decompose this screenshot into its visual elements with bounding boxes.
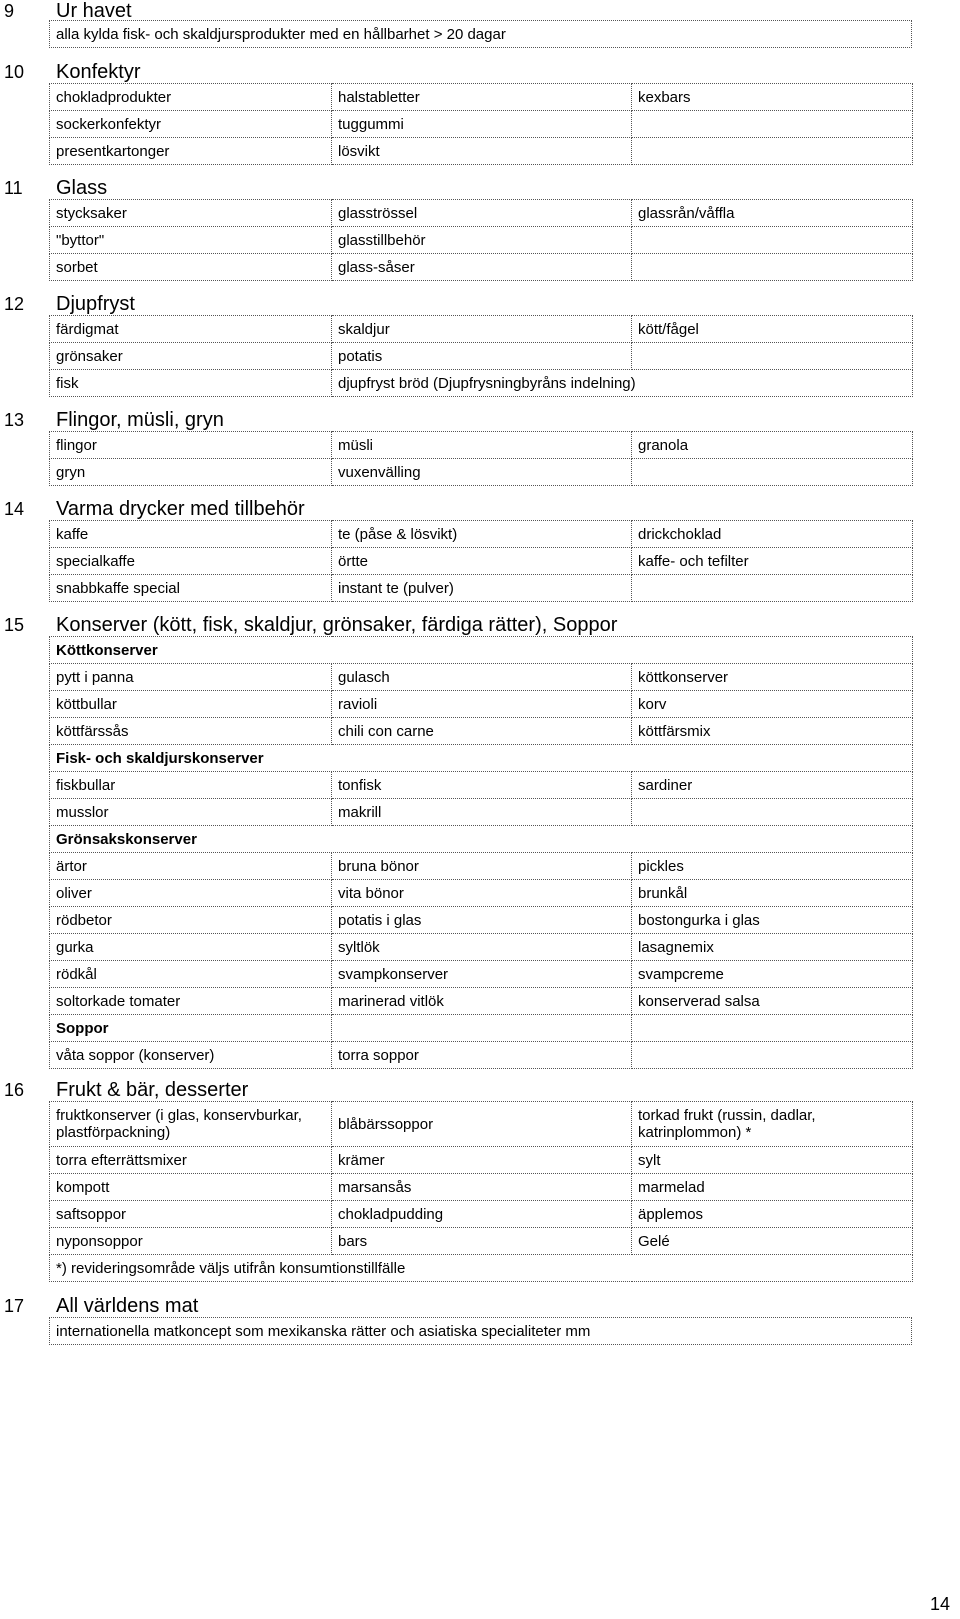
table-cell: marsansås	[332, 1174, 632, 1201]
section-title: All världens mat	[56, 1295, 199, 1317]
table-row	[50, 907, 913, 934]
table-cell: chokladprodukter	[50, 84, 332, 111]
section-title: Glass	[56, 177, 108, 199]
page-number: 14	[929, 1594, 950, 1614]
table-row	[50, 691, 913, 718]
table-cell: saftsoppor	[50, 1201, 332, 1228]
table-row	[50, 254, 913, 281]
table-cell	[632, 111, 913, 138]
table-row	[50, 227, 913, 254]
table-row	[50, 988, 913, 1015]
table-cell: färdigmat	[50, 316, 332, 343]
table-cell: skaldjur	[332, 316, 632, 343]
table-cell: gulasch	[332, 664, 632, 691]
table-cell: kaffe- och tefilter	[632, 548, 913, 575]
table-cell: torra efterrättsmixer	[50, 1147, 332, 1174]
section-title: Konserver (kött, fisk, skaldjur, grönsaker, färdiga rätter), Soppor	[56, 614, 618, 636]
table-cell: pytt i panna	[50, 664, 332, 691]
table-cell: fruktkonserver (i glas, konservburkar, plastförpackning)	[50, 1102, 332, 1147]
table-cell	[632, 138, 913, 165]
table-cell: sylt	[632, 1147, 913, 1174]
section-number: 9	[4, 1, 15, 21]
table-cell: glass-såser	[332, 254, 632, 281]
table-cell: specialkaffe	[50, 548, 332, 575]
section-title: Frukt & bär, desserter	[56, 1079, 249, 1101]
table-cell: bars	[332, 1228, 632, 1255]
table-cell: våta soppor (konserver)	[50, 1042, 332, 1069]
table-row	[50, 370, 913, 397]
table-cell: glasströssel	[332, 200, 632, 227]
table-cell: alla kylda fisk- och skaldjursprodukter med en hållbarhet > 20 dagar	[50, 21, 912, 48]
table-row	[50, 880, 913, 907]
table-cell: kaffe	[50, 521, 332, 548]
table-cell: fisk	[50, 370, 332, 397]
table-row	[50, 934, 913, 961]
table-cell	[632, 1042, 913, 1069]
section-number: 16	[4, 1080, 25, 1100]
section-title: Konfektyr	[56, 61, 141, 83]
table-cell: te (påse & lösvikt)	[332, 521, 632, 548]
table-cell: krämer	[332, 1147, 632, 1174]
section-table	[49, 636, 913, 1069]
table-cell	[632, 254, 913, 281]
footnote: *) revideringsområde väljs utifrån konsumtionstillfälle	[50, 1255, 913, 1282]
table-cell	[632, 1015, 913, 1042]
table-cell: svampcreme	[632, 961, 913, 988]
table-cell: köttfärssås	[50, 718, 332, 745]
section-table	[49, 83, 913, 165]
note-row	[50, 1255, 913, 1282]
table-cell: granola	[632, 432, 913, 459]
table-row	[50, 200, 913, 227]
table-row	[50, 459, 913, 486]
table-cell: bruna bönor	[332, 853, 632, 880]
section-number: 13	[4, 410, 25, 430]
table-cell: rödkål	[50, 961, 332, 988]
table-cell: presentkartonger	[50, 138, 332, 165]
table-cell: örtte	[332, 548, 632, 575]
section-title: Flingor, müsli, gryn	[56, 409, 224, 431]
table-row	[50, 432, 913, 459]
table-cell: tuggummi	[332, 111, 632, 138]
table-row	[50, 343, 913, 370]
table-cell: korv	[632, 691, 913, 718]
table-cell: bostongurka i glas	[632, 907, 913, 934]
table-cell: marinerad vitlök	[332, 988, 632, 1015]
table-cell: internationella matkoncept som mexikanska rätter och asiatiska specialiteter mm	[50, 1318, 912, 1345]
table-cell: ärtor	[50, 853, 332, 880]
table-row	[50, 521, 913, 548]
subheading-row	[50, 826, 913, 853]
table-cell: vuxenvälling	[332, 459, 632, 486]
subheading: Fisk- och skaldjurskonserver	[50, 745, 913, 772]
table-cell: grönsaker	[50, 343, 332, 370]
table-row	[50, 316, 913, 343]
table-row	[50, 799, 913, 826]
subheading: Soppor	[50, 1015, 332, 1042]
table-cell: brunkål	[632, 880, 913, 907]
table-cell: sorbet	[50, 254, 332, 281]
table-cell: fiskbullar	[50, 772, 332, 799]
section-title: Varma drycker med tillbehör	[56, 498, 305, 520]
table-row	[50, 853, 913, 880]
table-row	[50, 1228, 913, 1255]
table-cell: äpplemos	[632, 1201, 913, 1228]
table-cell: glassrån/våffla	[632, 200, 913, 227]
table-row	[50, 1201, 913, 1228]
table-cell: instant te (pulver)	[332, 575, 632, 602]
subheading-row	[50, 1015, 913, 1042]
section-title: Djupfryst	[56, 293, 135, 315]
table-cell: vita bönor	[332, 880, 632, 907]
table-row	[50, 1174, 913, 1201]
table-cell: flingor	[50, 432, 332, 459]
table-row	[50, 138, 913, 165]
table-cell: torra soppor	[332, 1042, 632, 1069]
table-cell: soltorkade tomater	[50, 988, 332, 1015]
table-cell: syltlök	[332, 934, 632, 961]
table-cell: lösvikt	[332, 138, 632, 165]
table-cell	[632, 575, 913, 602]
section-number: 15	[4, 615, 25, 635]
section-table	[49, 1317, 912, 1345]
table-cell: lasagnemix	[632, 934, 913, 961]
table-cell: chili con carne	[332, 718, 632, 745]
section-number: 10	[4, 62, 25, 82]
subheading: Köttkonserver	[50, 637, 913, 664]
table-cell: potatis	[332, 343, 632, 370]
table-cell: gurka	[50, 934, 332, 961]
table-row	[50, 575, 913, 602]
table-cell: musslor	[50, 799, 332, 826]
table-row	[50, 718, 913, 745]
table-cell: chokladpudding	[332, 1201, 632, 1228]
table-cell: makrill	[332, 799, 632, 826]
table-cell: kött/fågel	[632, 316, 913, 343]
table-cell: köttfärsmix	[632, 718, 913, 745]
table-row	[50, 664, 913, 691]
subheading-row	[50, 745, 913, 772]
table-cell: köttkonserver	[632, 664, 913, 691]
table-row	[50, 772, 913, 799]
table-cell: sockerkonfektyr	[50, 111, 332, 138]
section-table	[49, 520, 913, 602]
table-cell: snabbkaffe special	[50, 575, 332, 602]
table-row	[50, 1102, 913, 1147]
table-row	[50, 84, 913, 111]
table-cell: djupfryst bröd (Djupfrysningbyråns indelning)	[332, 370, 913, 397]
section-number: 12	[4, 294, 25, 314]
table-cell: tonfisk	[332, 772, 632, 799]
table-cell: kexbars	[632, 84, 913, 111]
section-table	[49, 431, 913, 486]
table-cell: blåbärssoppor	[332, 1102, 632, 1147]
section-table	[49, 199, 913, 281]
table-cell	[632, 459, 913, 486]
table-cell: müsli	[332, 432, 632, 459]
section-table	[49, 1101, 913, 1282]
table-cell: drickchoklad	[632, 521, 913, 548]
table-cell: köttbullar	[50, 691, 332, 718]
section-title: Ur havet	[56, 0, 132, 22]
table-cell	[632, 799, 913, 826]
section-table	[49, 315, 913, 397]
subheading-row	[50, 637, 913, 664]
table-cell	[632, 227, 913, 254]
table-cell: svampkonserver	[332, 961, 632, 988]
table-cell: sardiner	[632, 772, 913, 799]
table-row	[50, 1042, 913, 1069]
table-cell: halstabletter	[332, 84, 632, 111]
subheading: Grönsakskonserver	[50, 826, 913, 853]
table-cell: rödbetor	[50, 907, 332, 934]
section-number: 17	[4, 1296, 25, 1316]
table-row	[50, 961, 913, 988]
table-cell: pickles	[632, 853, 913, 880]
section-table	[49, 20, 912, 48]
table-cell	[332, 1015, 632, 1042]
table-cell: glasstillbehör	[332, 227, 632, 254]
table-cell: konserverad salsa	[632, 988, 913, 1015]
table-cell: marmelad	[632, 1174, 913, 1201]
table-cell: gryn	[50, 459, 332, 486]
table-cell: torkad frukt (russin, dadlar, katrinplommon) *	[632, 1102, 913, 1147]
table-cell: "byttor"	[50, 227, 332, 254]
table-cell: kompott	[50, 1174, 332, 1201]
table-cell: nyponsoppor	[50, 1228, 332, 1255]
table-row	[50, 548, 913, 575]
section-number: 14	[4, 499, 25, 519]
table-cell: stycksaker	[50, 200, 332, 227]
table-cell: oliver	[50, 880, 332, 907]
table-row	[50, 1147, 913, 1174]
table-cell: ravioli	[332, 691, 632, 718]
table-cell: potatis i glas	[332, 907, 632, 934]
section-number: 11	[4, 178, 23, 198]
table-row	[50, 111, 913, 138]
table-cell	[632, 343, 913, 370]
table-cell: Gelé	[632, 1228, 913, 1255]
